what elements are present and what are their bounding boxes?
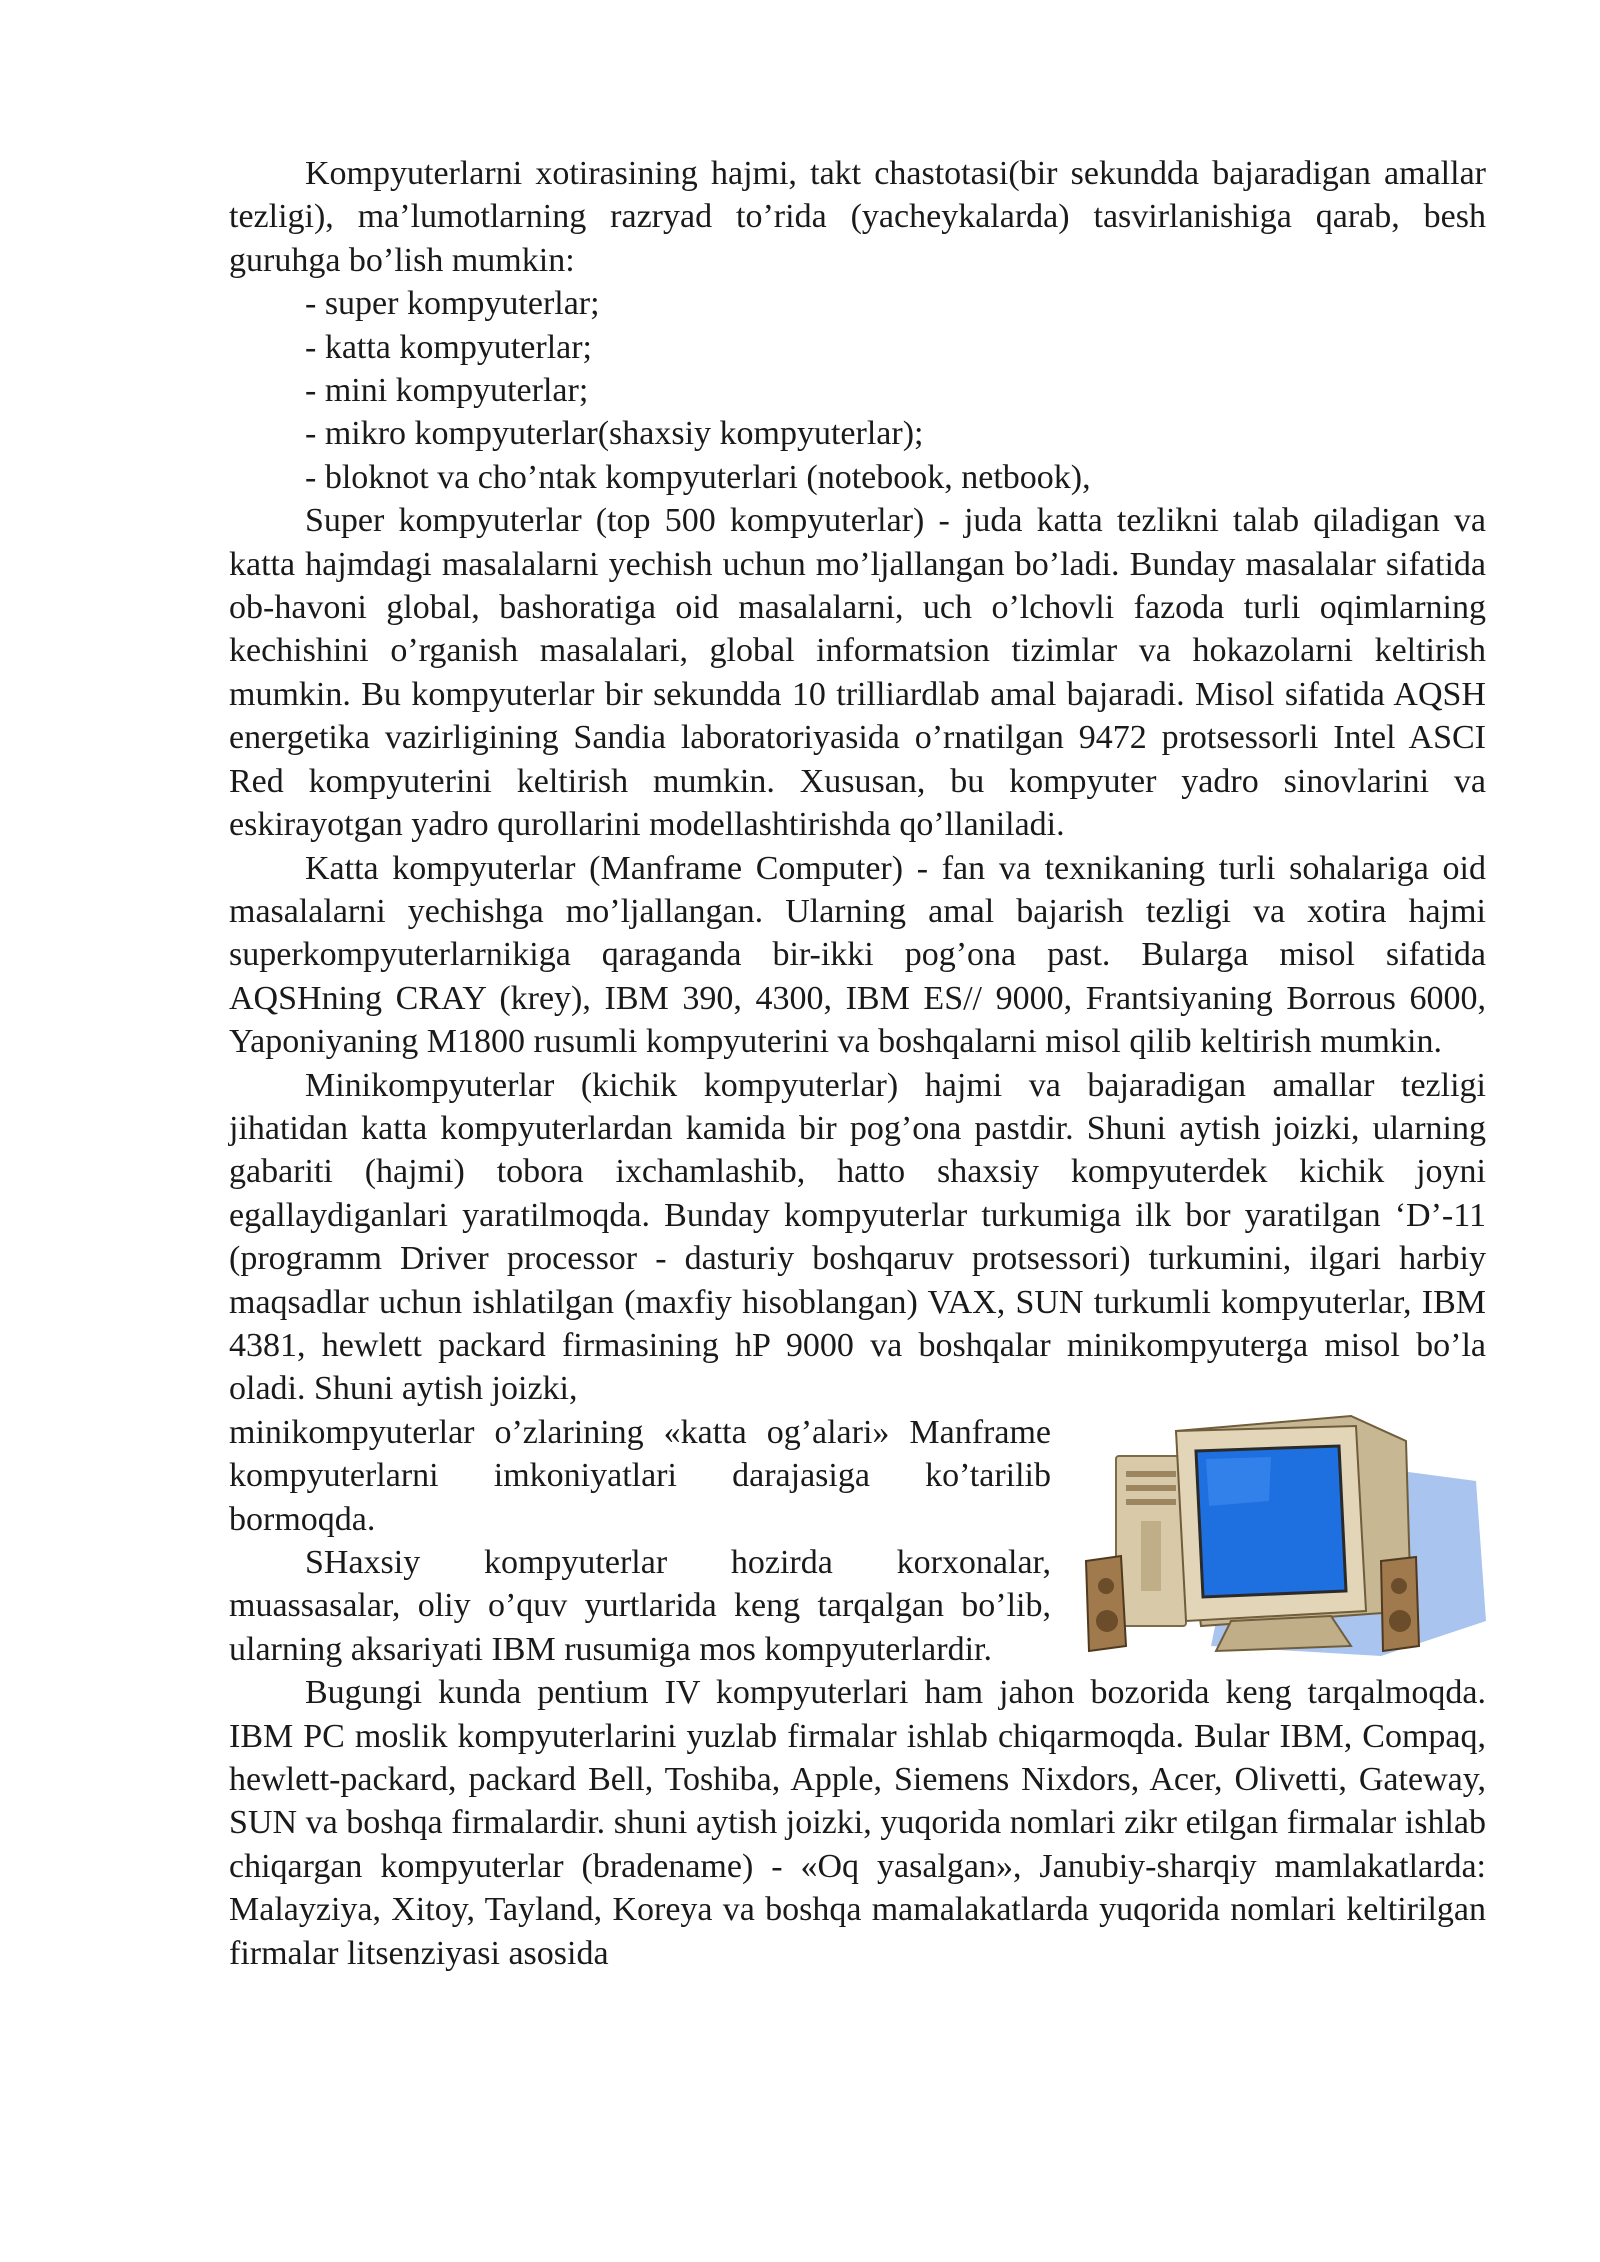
list-item-micro: - mikro kompyuterlar(shaxsiy kompyuterlar); [305,415,924,453]
paragraph-intro: Kompyuterlarni xotirasining hajmi, takt chastotasi(bir sekundda bajaradigan amallar tezligi), ma’lumotlarning razryad to’rida (yacheykalarda) tasvirlanishiga qarab, besh guruhga bo’lish mumkin: [229,155,1486,279]
list-item-mainframe: - katta kompyuterlar; [305,328,593,366]
text-with-illustration [229,1411,1486,1671]
paragraph-personal-computers: SHaxsiy kompyuterlar hozirda korxonalar, muassasalar, oliy o’quv yurtlarida keng tarqalgan bo’lib, ularning aksariyati IBM rusumiga mos kompyuterlardir. [229,1544,1051,1668]
list-item-notebook: - bloknot va cho’ntak kompyuterlari (notebook, netbook), [305,458,1091,496]
left-speaker [1086,1556,1126,1651]
paragraph-mainframe-computers: Katta kompyuterlar (Manframe Computer) - fan va texnikaning turli sohalariga oid masalalarni yechishga mo’ljallangan. Ularning amal bajarish tezligi va xotira hajmi superkompyuterlarnikiga qaraganda bir-ikki pog’ona past. Bularga misol sifatida AQSHning CRAY (krey), IBM 390, 4300, IBM ES// 9000, Frantsiyaning Borrous 6000, Yaponiyaning M1800 rusumli kompyuterini va boshqalarni misol qilib keltirish mumkin. [229,849,1486,1061]
list-item-super: - super kompyuterlar; [305,285,600,323]
list-item-mini: - mini kompyuterlar; [305,372,589,410]
right-speaker [1381,1557,1419,1651]
desktop-computer-icon [1081,1411,1486,1661]
paragraph-mini-continued: minikompyuterlar o’zlarining «katta og’alari» Manframe kompyuterlarni imkoniyatlari darajasiga ko’tarilib bormoqda. [229,1413,1051,1538]
desktop-computer-illustration [1081,1411,1486,1661]
paragraph-super-computers: Super kompyuterlar (top 500 kompyuterlar) - juda katta tezlikni talab qiladigan va katta hajmdagi masalalarni yechish uchun mo’ljallangan bo’ladi. Bunday masalalar sifatida ob-havoni global, bashoratiga oid masalalarni, uch o’lchovli fazoda turli oqimlarning kechishini o’rganish masalalari, global informatsion tizimlar va hokazolarni keltirish mumkin. Bu kompyuterlar bir sekundda 10 trilliardlab amal bajaradi. Misol sifatida AQSH energetika vazirligining Sandia laboratoriyasida o’rnatilgan 9472 protsessorli Intel ASCI Red kompyuterini keltirish mumkin. Xususan, bu kompyuter yadro sinovlarini va eskirayotgan yadro qurollarini modellashtirishda qo’llaniladi. [229,502,1486,844]
document-page [229,152,1486,1975]
paragraph-mini-computers: Minikompyuterlar (kichik kompyuterlar) hajmi va bajaradigan amallar tezligi jihatidan katta kompyuterlardan kamida bir pog’ona pastdir. Shuni aytish joizki, ularning gabariti (hajmi) tobora ixchamlashib, hatto shaxsiy kompyuterdek kichik joyni egallaydiganlari yaratilmoqda. Bunday kompyuterlar turkumiga ilk bor yaratilgan ‘D’-11 (programm Driver processor - dasturiy boshqaruv protsessori) turkumini, ilgari harbiy maqsadlar uchun ishlatilgan (maxfiy hisoblangan) VAX, SUN turkumli kompyuterlar, IBM 4381, hewlett packard firmasining hP 9000 va boshqalar minikompyuterga misol bo’la oladi. Shuni aytish joizki, [229,1066,1486,1408]
paragraph-pentium: Bugungi kunda pentium IV kompyuterlari ham jahon bozorida keng tarqalmoqda. IBM PC moslik kompyuterlarini yuzlab firmalar ishlab chiqarmoqda. Bular IBM, Compaq, hewlett-packard, packard Bell, Toshiba, Apple, Siemens Nixdors, Acer, Olivetti, Gateway, SUN va boshqa firmalardir. shuni aytish joizki, yuqorida nomlari zikr etilgan firmalar ishlab chiqargan kompyuterlar (bradename) - «Oq yasalgan», Janubiy-sharqiy mamlakatlarda: Malayziya, Xitoy, Tayland, Koreya va boshqa mamalakatlarda yuqorida nomlari keltirilgan firmalar litsenziyasi asosida [229,1674,1486,1972]
